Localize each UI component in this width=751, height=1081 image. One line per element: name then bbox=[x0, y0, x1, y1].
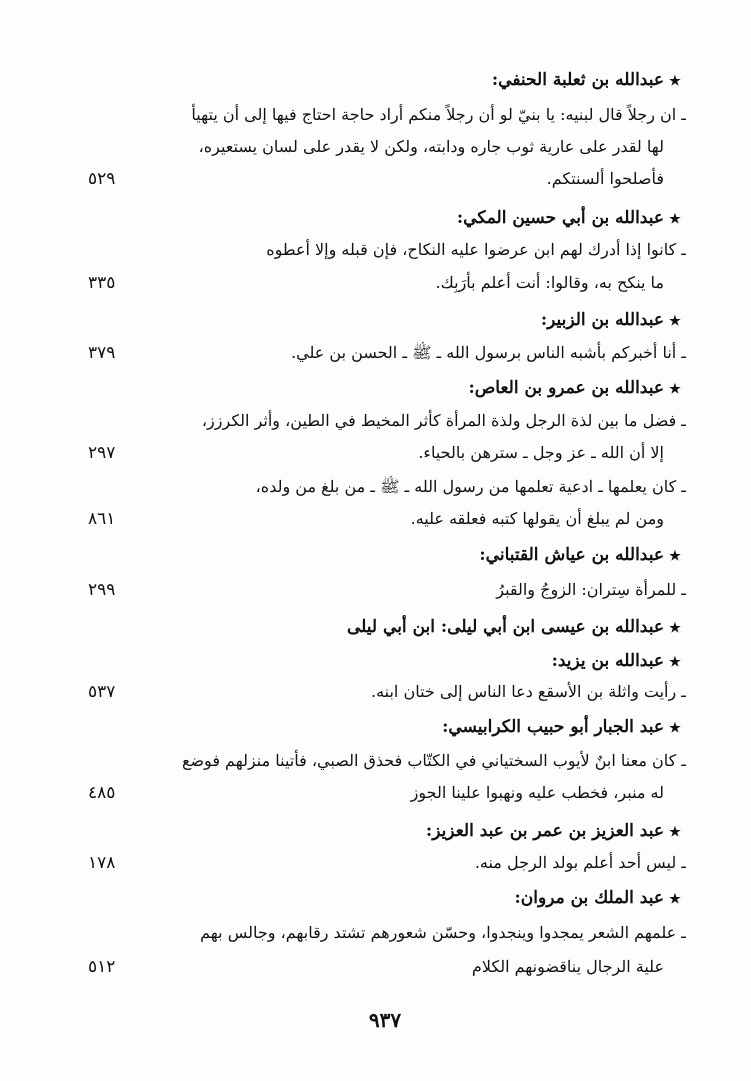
star-icon: ★ bbox=[669, 655, 681, 670]
quote-line: ـ للمرأة سِتران: الزوجُ والقبرُ bbox=[496, 580, 686, 599]
entry-heading: ★عبدالله بن الزبير: bbox=[170, 305, 686, 335]
star-icon: ★ bbox=[669, 825, 681, 840]
quote-line: ـ ان رجلاً قال لبنيه: يا بنيّ لو أن رجلاً منكم أراد حاجة احتاج فيها إلى أن يتهيأ bbox=[191, 105, 686, 124]
page-reference: ٢٩٩ bbox=[88, 580, 116, 600]
quote-line: علية الرجال يناقضونهم الكلام bbox=[471, 957, 664, 976]
entry-heading: ★عبدالله بن عيسى ابن أبي ليلى: ابن أبي ليلى bbox=[170, 612, 686, 642]
quote-line: ما ينكح به، وقالوا: أنت أعلم بأرَبِك. bbox=[435, 273, 664, 292]
quote-line: إلا أن الله ـ عز وجل ـ سترهن بالحياء. bbox=[418, 443, 664, 462]
page-reference: ٥٣٧ bbox=[88, 682, 116, 702]
star-icon: ★ bbox=[669, 74, 681, 89]
page-reference: ٥٢٩ bbox=[88, 169, 116, 189]
star-icon: ★ bbox=[669, 212, 681, 227]
quote-line: ـ ليس أحد أعلم بولد الرجل منه. bbox=[474, 853, 686, 872]
entry-heading: ★عبدالله بن ثعلبة الحنفي: bbox=[170, 65, 686, 95]
page-reference: ١٧٨ bbox=[88, 853, 116, 873]
quote-line: ومن لم يبلغ أن يقولها كتبه فعلقه عليه. bbox=[410, 509, 664, 528]
star-icon: ★ bbox=[669, 382, 681, 397]
entry-heading: ★عبدالله بن يزيد: bbox=[170, 646, 686, 676]
page-number: ٩٣٧ bbox=[368, 1008, 402, 1032]
star-icon: ★ bbox=[669, 892, 681, 907]
page-reference: ٣٣٥ bbox=[88, 273, 116, 293]
page-reference: ٤٨٥ bbox=[88, 783, 116, 803]
quote-line: ـ أنا أخبركم بأشبه الناس برسول الله ـ ﷺ ـ الحسن بن علي. bbox=[291, 343, 686, 362]
star-icon: ★ bbox=[669, 314, 681, 329]
entry-heading: ★عبد الملك بن مروان: bbox=[170, 883, 686, 913]
page-reference: ٥١٢ bbox=[88, 957, 116, 977]
quote-line: فأصلحوا ألسنتكم. bbox=[546, 169, 664, 188]
quote-line: لها لقدر على عارية ثوب جاره ودابته، ولكن لا يقدر على لسان يستعيره، bbox=[198, 137, 664, 156]
entry-heading: ★عبدالله بن عياش القتباني: bbox=[170, 540, 686, 570]
quote-line: ـ كان معنا ابنٌ لأيوب السختياني في الكتّاب فحذق الصبي، فأتينا منزلهم فوضع bbox=[181, 751, 686, 770]
quote-line: ـ كان يعلمها ـ ادعية تعلمها من رسول الله ـ ﷺ ـ من بلغ من ولده، bbox=[255, 477, 686, 496]
entry-heading: ★عبد العزيز بن عمر بن عبد العزيز: bbox=[170, 816, 686, 846]
entry-heading: ★عبدالله بن عمرو بن العاص: bbox=[170, 373, 686, 403]
star-icon: ★ bbox=[669, 721, 681, 736]
quote-line: له منبر، فخطب عليه ونهبوا علينا الجوز bbox=[410, 783, 664, 802]
quote-line: ـ كانوا إذا أدرك لهم ابن عرضوا عليه النكاح، فإن قبله وإلا أعطوه bbox=[266, 240, 686, 259]
star-icon: ★ bbox=[669, 621, 681, 636]
quote-line: ـ علمهم الشعر يمجدوا وينجدوا، وحسّن شعورهم تشتد رقابهم، وجالس بهم bbox=[200, 923, 686, 942]
page-reference: ٣٧٩ bbox=[88, 343, 116, 363]
page-reference: ٢٩٧ bbox=[88, 443, 116, 463]
quote-line: ـ فضل ما بين لذة الرجل ولذة المرأة كأثر المخيط في الطين، وأثر الكرزز، bbox=[201, 411, 686, 430]
entry-heading: ★عبدالله بن أبي حسين المكي: bbox=[170, 203, 686, 233]
star-icon: ★ bbox=[669, 549, 681, 564]
quote-line: ـ رأيت واثلة بن الأسقع دعا الناس إلى ختان ابنه. bbox=[370, 682, 686, 701]
entry-heading: ★عبد الجبار أبو حبيب الكرابيسي: bbox=[170, 712, 686, 742]
page-reference: ٨٦١ bbox=[88, 509, 116, 529]
